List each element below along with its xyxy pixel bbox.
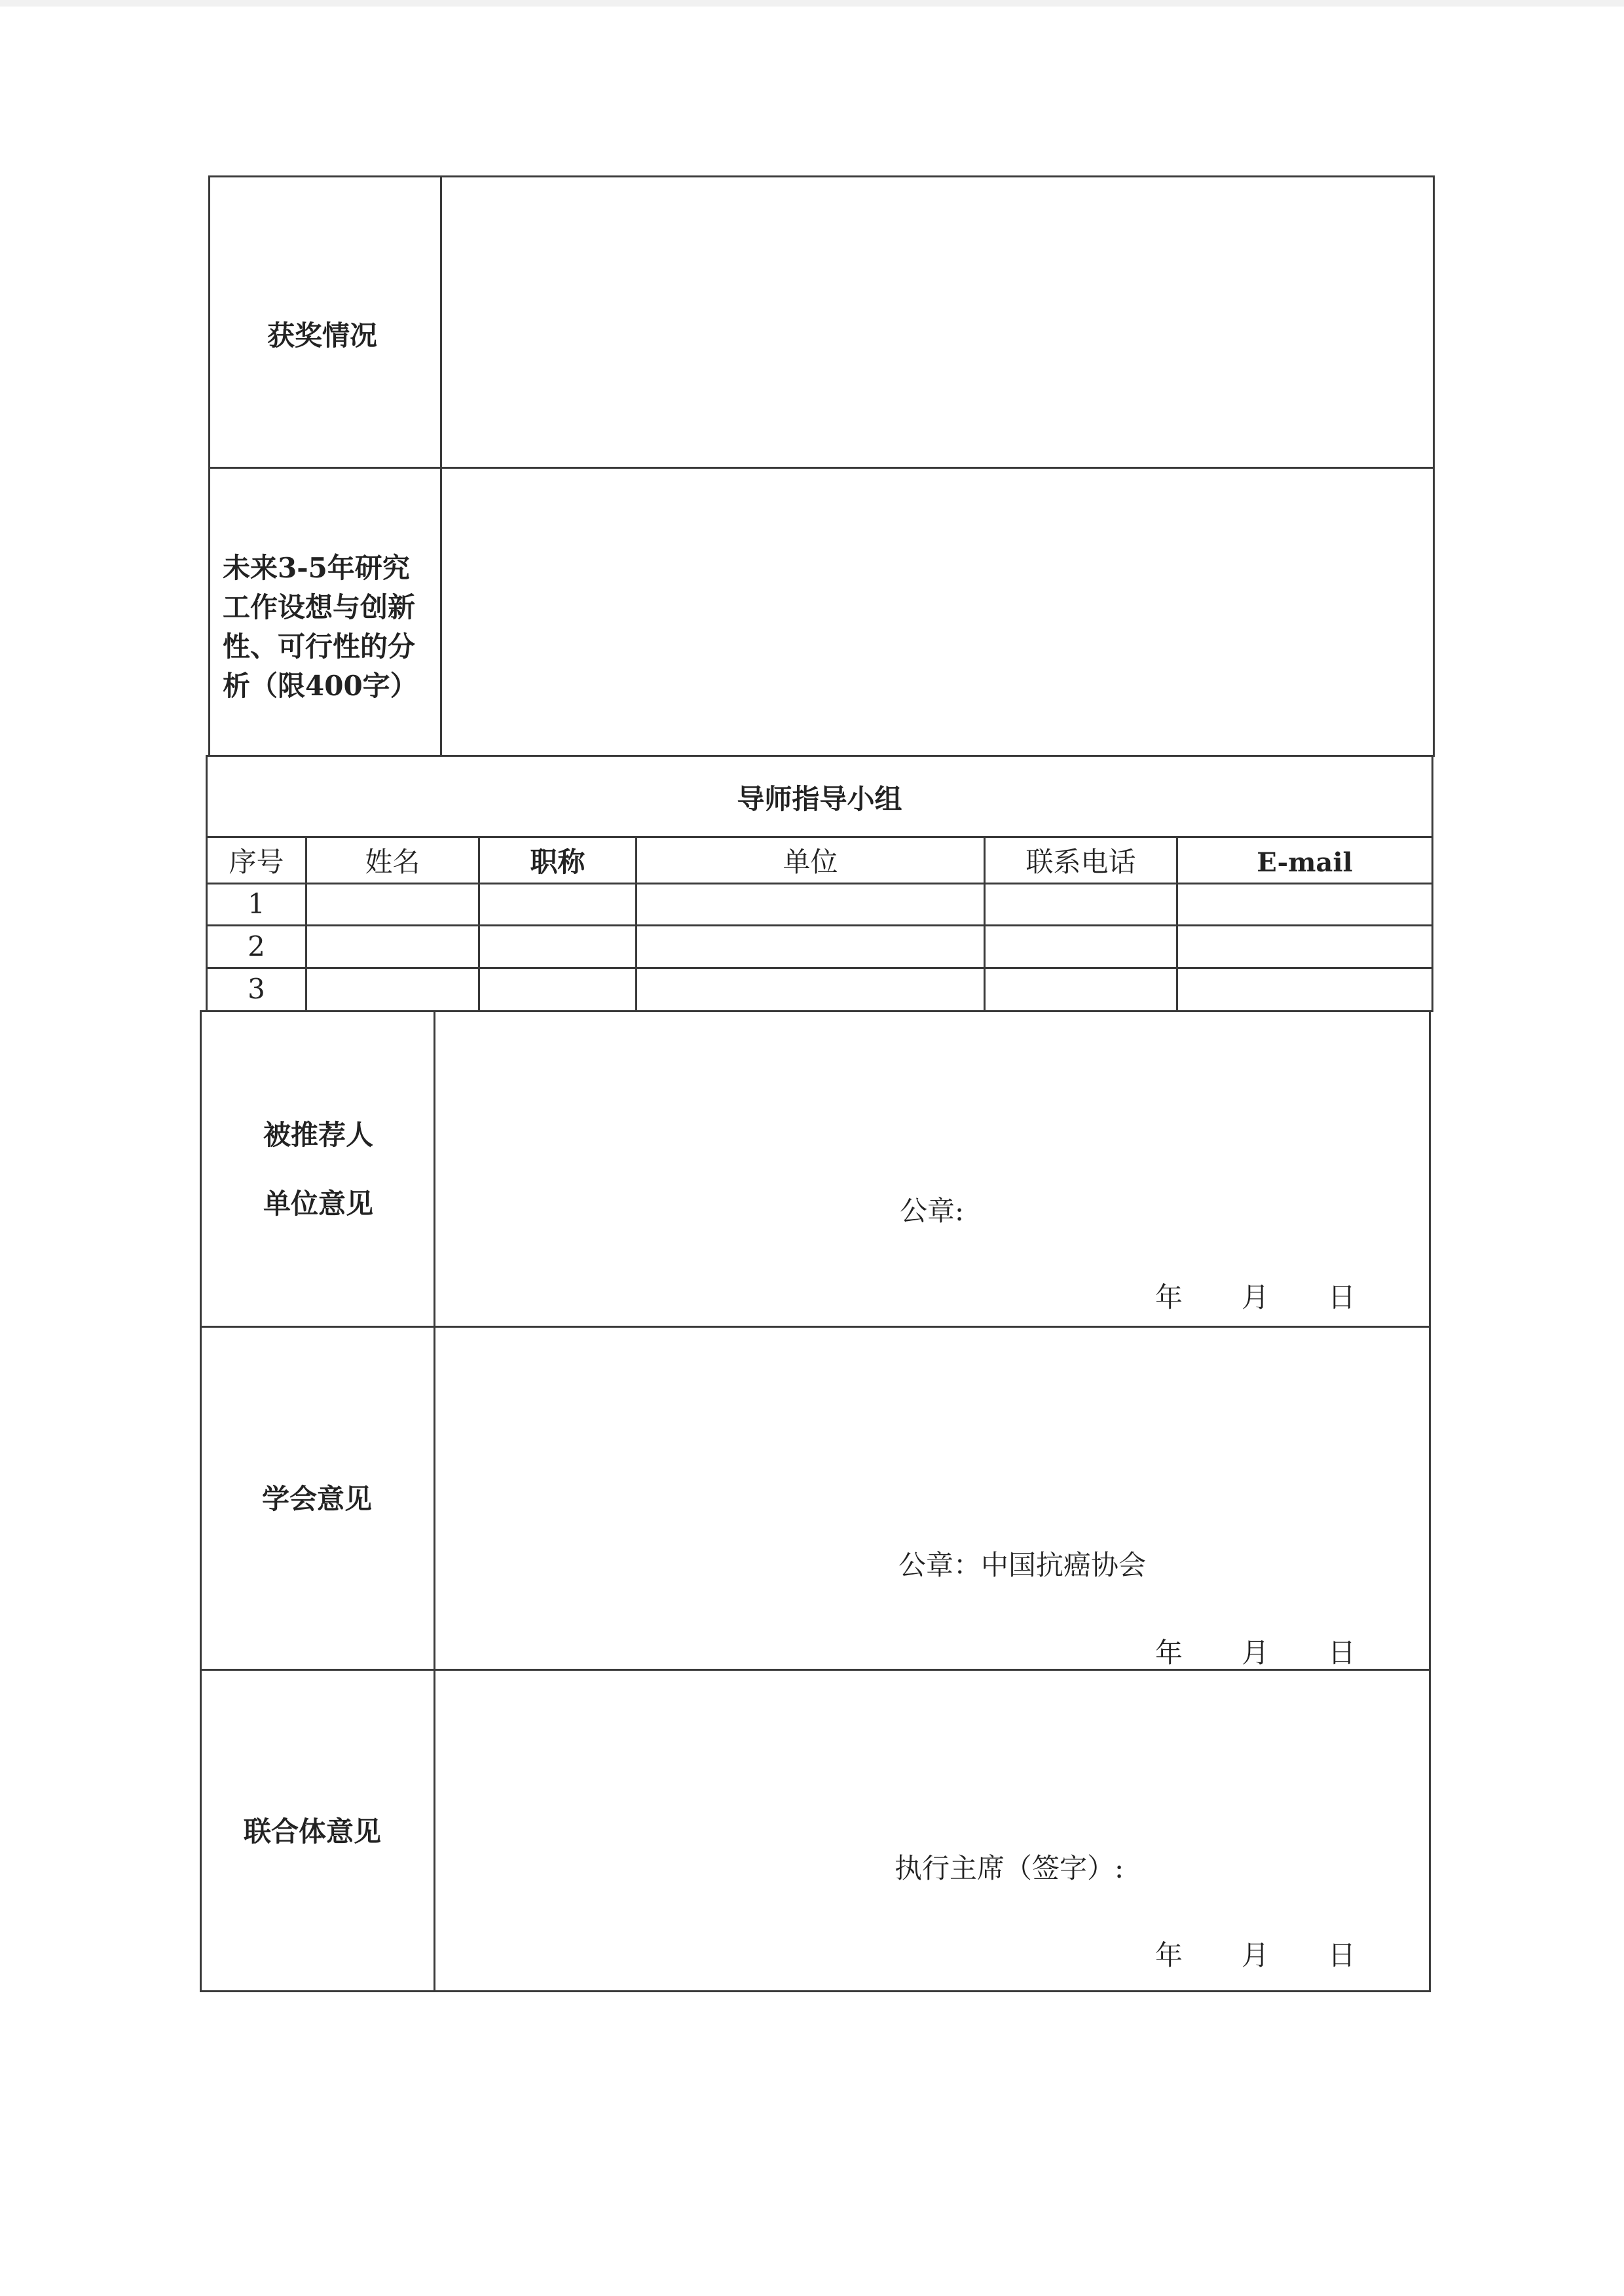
- unit-opinion-label-line1: 被推荐人: [263, 1119, 374, 1151]
- col-header-title: 职称: [530, 846, 585, 878]
- date-month: 月: [1242, 1637, 1270, 1669]
- mentor-row-index: 1: [248, 888, 265, 920]
- date-year: 年: [1155, 1281, 1183, 1313]
- date-year: 年: [1155, 1637, 1183, 1669]
- upper-column-divider: [440, 175, 442, 757]
- mentor-group-title: 导师指导小组: [737, 783, 902, 815]
- unit-opinion-label-line2: 单位意见: [263, 1188, 374, 1220]
- mentor-row1-rule: [206, 924, 1433, 926]
- col-header-name: 姓名: [365, 846, 420, 878]
- date-day: 日: [1328, 1939, 1356, 1971]
- awards-content-cell[interactable]: [443, 178, 1431, 466]
- col-header-index: 序号: [229, 846, 284, 878]
- society-seal-label: 公章：中国抗癌协会: [898, 1549, 1147, 1581]
- chair-signature-label: 执行主席（签字）:: [895, 1852, 1124, 1884]
- alliance-opinion-content-cell[interactable]: [437, 1673, 1428, 1990]
- mentor-row-index: 2: [248, 930, 265, 962]
- date-year: 年: [1155, 1939, 1183, 1971]
- col-header-phone: 联系电话: [1025, 846, 1136, 878]
- society-opinion-bottom-rule: [200, 1669, 1431, 1671]
- unit-opinion-content-cell[interactable]: [437, 1013, 1428, 1325]
- date-day: 日: [1328, 1281, 1356, 1313]
- date-month: 月: [1242, 1281, 1270, 1313]
- date-day: 日: [1328, 1637, 1356, 1669]
- scan-edge: [0, 0, 1624, 7]
- mentor-row2-rule: [206, 967, 1433, 969]
- research-plan-content-cell[interactable]: [443, 469, 1431, 754]
- col-header-email: E-mail: [1257, 847, 1353, 878]
- unit-seal-label: 公章:: [900, 1195, 965, 1227]
- alliance-opinion-label: 联合体意见: [244, 1815, 382, 1848]
- mentor-header-bottom-rule: [206, 883, 1433, 884]
- col-header-organization: 单位: [783, 846, 838, 878]
- mentor-row-index: 3: [248, 973, 265, 1005]
- research-plan-label: 未来3-5年研究工作设想与创新性、可行性的分析（限400字）: [223, 552, 418, 702]
- unit-opinion-bottom-rule: [200, 1326, 1431, 1328]
- date-month: 月: [1242, 1939, 1270, 1971]
- awards-label: 获奖情况: [267, 319, 378, 352]
- mentor-header-top-rule: [206, 836, 1433, 838]
- society-opinion-content-cell[interactable]: [437, 1330, 1428, 1667]
- awards-bottom-rule: [208, 467, 1435, 469]
- opinions-column-divider: [434, 1010, 435, 1992]
- society-opinion-label: 学会意见: [262, 1483, 373, 1515]
